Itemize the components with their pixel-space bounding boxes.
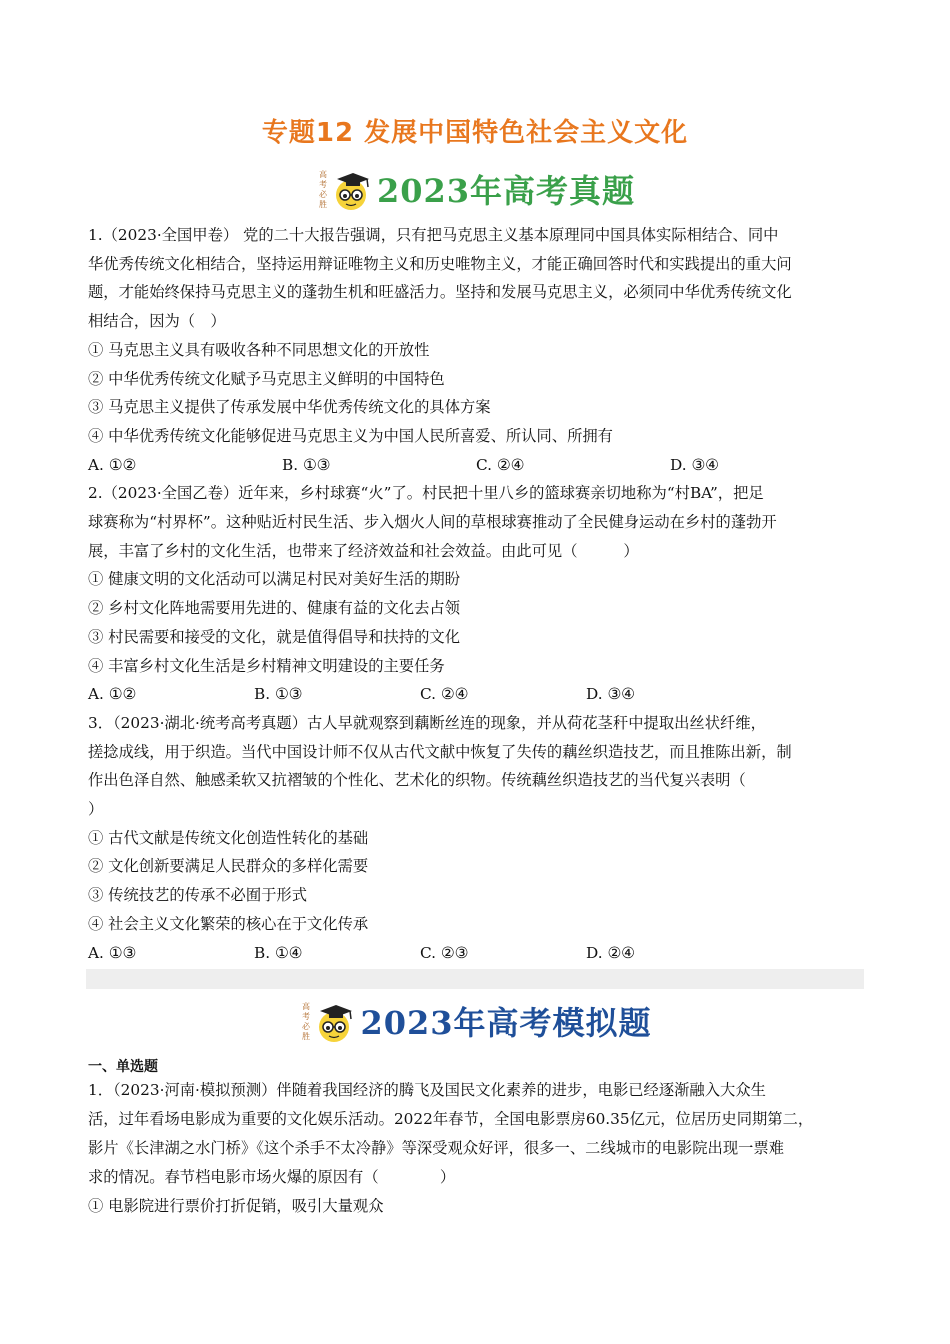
svg-text:考: 考 <box>318 180 327 189</box>
choice-a: A. ①② <box>88 685 137 704</box>
statement-option: ④ 社会主义文化繁荣的核心在于文化传承 <box>88 914 369 933</box>
page-title: 专题12 发展中国特色社会主义文化 <box>261 118 689 148</box>
statement-option: ② 中华优秀传统文化赋予马克思主义鲜明的中国特色 <box>88 369 445 388</box>
statement-option: ② 文化创新要满足人民群众的多样化需要 <box>88 857 369 876</box>
exam-mascot-logo <box>298 997 356 1045</box>
choice-b: B. ①③ <box>254 685 303 704</box>
choice-a: A. ①② <box>88 455 137 474</box>
real-exam-questions <box>88 221 868 967</box>
question-line: 活，过年看场电影成为重要的文化娱乐活动。2022年春节，全国电影票房60.35亿元，位居历史同期第二， <box>88 1110 814 1128</box>
svg-text:胜: 胜 <box>302 1032 311 1041</box>
question-line: 题，才能始终保持马克思主义的蓬勃生机和旺盛活力。坚持和发展马克思主义，必须同中华优秀传统文化 <box>88 283 792 302</box>
statement-option: ③ 传统技艺的传承不必囿于形式 <box>88 886 308 905</box>
choice-d: D. ③④ <box>670 455 719 474</box>
mock-exam-questions <box>88 1058 868 1221</box>
question-line: ） <box>88 800 104 819</box>
answer-choices <box>88 451 868 480</box>
section-divider <box>86 969 864 989</box>
section-heading: 一、单选题 <box>88 1059 158 1075</box>
statement-option: ② 乡村文化阵地需要用先进的、健康有益的文化去占领 <box>88 599 460 618</box>
svg-text:胜: 胜 <box>318 200 327 209</box>
mock-exam-banner <box>0 995 950 1047</box>
question-line: 作出色泽自然、触感柔软又抗褶皱的个性化、艺术化的织物。传统藕丝织造技艺的当代复兴表明（ <box>88 771 746 790</box>
question-line: 1.（2023·全国甲卷） 党的二十大报告强调，只有把马克思主义基本原理同中国具体实际相结合、同中 <box>88 226 779 244</box>
question-line: 华优秀传统文化相结合，坚持运用辩证唯物主义和历史唯物主义，才能正确回答时代和实践提出的重大问 <box>88 254 792 273</box>
statement-option: ① 马克思主义具有吸收各种不同思想文化的开放性 <box>88 340 430 359</box>
question-line: 球赛称为“村界杯”。这种贴近村民生活、步入烟火人间的草根球赛推动了全民健身运动在乡村的蓬勃开 <box>88 513 777 532</box>
statement-option: ③ 村民需要和接受的文化，就是值得倡导和扶持的文化 <box>88 627 460 646</box>
choice-b: B. ①③ <box>282 455 331 474</box>
question-3 <box>88 709 868 967</box>
choice-c: C. ②④ <box>476 455 525 474</box>
statement-option: ① 电影院进行票价打折促销，吸引大量观众 <box>88 1197 384 1215</box>
question-line: 搓捻成线，用于织造。当代中国设计师不仅从古代文献中恢复了失传的藕丝织造技艺，而且推陈出新，制 <box>88 742 792 761</box>
svg-text:考: 考 <box>302 1012 311 1021</box>
mock-exam-banner-text: 2023年高考模拟题 <box>360 1004 652 1042</box>
real-exam-banner <box>0 163 950 215</box>
statement-option: ③ 马克思主义提供了传承发展中华优秀传统文化的具体方案 <box>88 398 491 417</box>
question-2 <box>88 479 868 709</box>
question-1 <box>88 221 868 479</box>
question-line: 求的情况。春节档电影市场火爆的原因有（ ） <box>88 1168 456 1186</box>
choice-b: B. ①④ <box>254 943 303 962</box>
svg-text:必: 必 <box>318 190 327 199</box>
real-exam-banner-text: 2023年高考真题 <box>376 172 636 210</box>
question-line: 2.（2023·全国乙卷）近年来，乡村球赛“火”了。村民把十里八乡的篮球赛亲切地称为“村BA”，把足 <box>88 484 764 503</box>
choice-d: D. ③④ <box>586 685 635 704</box>
question-line: 1．（2023·河南·模拟预测）伴随着我国经济的腾飞及国民文化素养的进步，电影已经逐渐融入大众生 <box>88 1081 766 1099</box>
question-line: 展，丰富了乡村的文化生活，也带来了经济效益和社会效益。由此可见（ ） <box>88 541 639 560</box>
statement-option: ④ 丰富乡村文化生活是乡村精神文明建设的主要任务 <box>88 656 445 675</box>
statement-option: ① 健康文明的文化活动可以满足村民对美好生活的期盼 <box>88 570 460 589</box>
svg-text:高: 高 <box>302 1002 311 1011</box>
choice-d: D. ②④ <box>586 943 635 962</box>
choice-a: A. ①③ <box>88 943 137 962</box>
question-line: 影片《长津湖之水门桥》《这个杀手不太冷静》等深受观众好评，很多一、二线城市的电影院出现一票难 <box>88 1139 785 1157</box>
answer-choices <box>88 939 868 968</box>
question-line: 相结合，因为（ ） <box>88 312 226 331</box>
mock-question-1 <box>88 1076 868 1221</box>
svg-text:高: 高 <box>318 170 327 179</box>
exam-mascot-logo <box>315 165 373 213</box>
choice-c: C. ②④ <box>420 685 469 704</box>
choice-c: C. ②③ <box>420 943 469 962</box>
answer-choices <box>88 680 868 709</box>
statement-option: ④ 中华优秀传统文化能够促进马克思主义为中国人民所喜爱、所认同、所拥有 <box>88 426 613 445</box>
question-line: 3．（2023·湖北·统考高考真题）古人早就观察到藕断丝连的现象，并从荷花茎秆中提取出丝状纤维， <box>88 713 766 732</box>
statement-option: ① 古代文献是传统文化创造性转化的基础 <box>88 828 369 847</box>
svg-text:必: 必 <box>302 1022 311 1031</box>
